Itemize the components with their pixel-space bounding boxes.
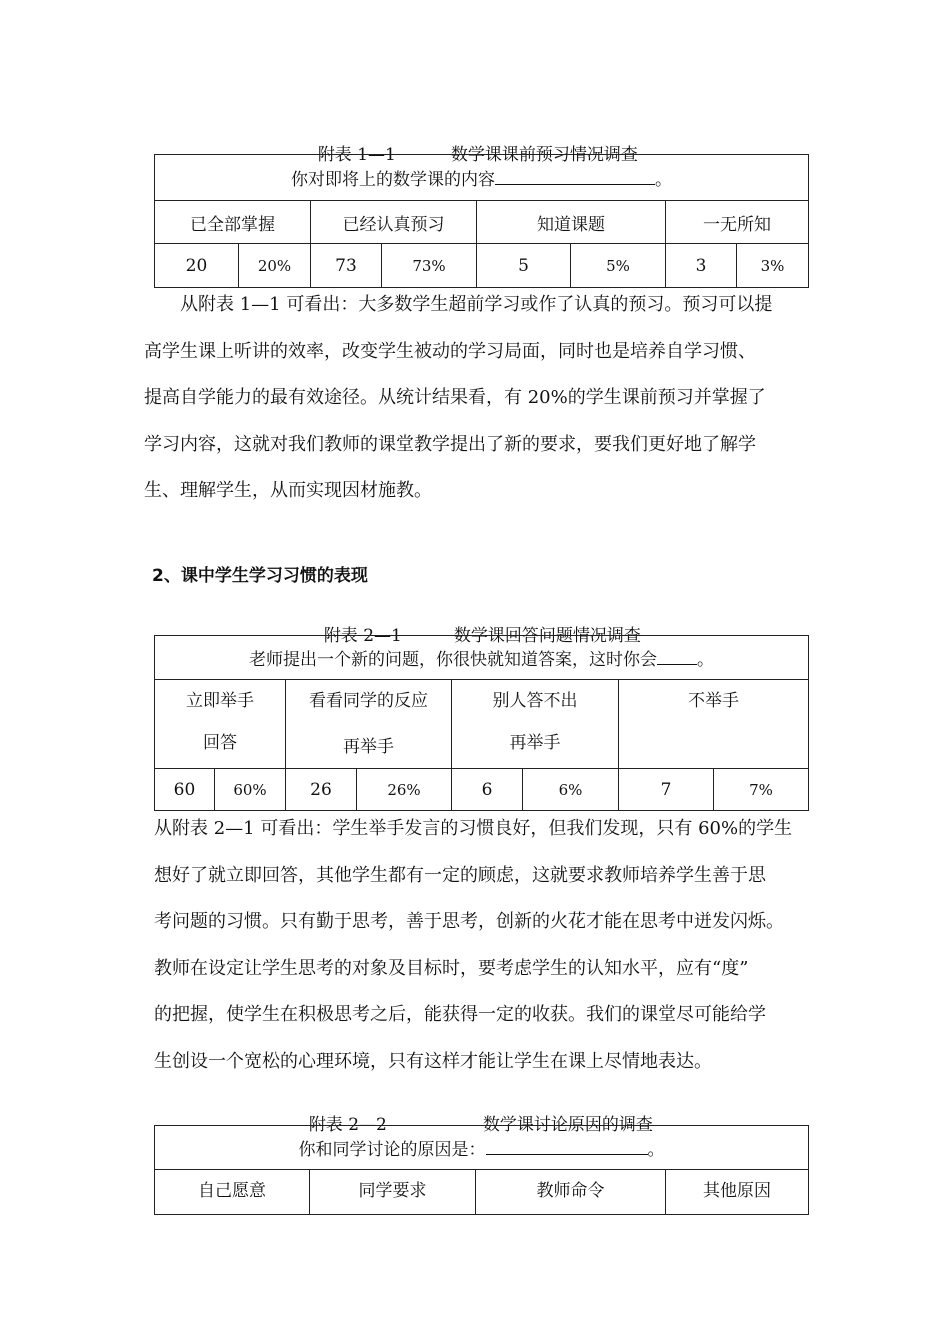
paragraph-line: 生、理解学生，从而实现因材施教。 [144, 480, 432, 501]
table3 [154, 1125, 809, 1215]
table2-count: 60 [155, 769, 215, 811]
table1-option: 已经认真预习 [311, 201, 477, 244]
table2-option-line1: 别人答不出 [492, 691, 578, 711]
table2 [154, 635, 809, 811]
paragraph-line: 提高自学能力的最有效途径。从统计结果看，有 20%的学生课前预习并掌握了 [144, 387, 766, 408]
table2-option-line2: 回答 [203, 733, 237, 753]
table1 [154, 154, 809, 288]
table1-count: 20 [155, 244, 239, 288]
table3-option: 自己愿意 [155, 1170, 310, 1215]
table1-caption-title: 数学课课前预习情况调查 [450, 145, 638, 165]
table2-option [619, 680, 809, 769]
table3-answer-blank [486, 1137, 648, 1155]
table2-option-line1: 立即举手 [186, 691, 254, 711]
table2-percent: 60% [215, 769, 286, 811]
table2-count: 7 [619, 769, 714, 811]
table3-option: 其他原因 [666, 1170, 809, 1215]
table3-option: 同学要求 [310, 1170, 476, 1215]
table2-question: 老师提出一个新的问题，你很快就知道答案，这时你会 [249, 650, 657, 670]
table2-option-line2: 再举手 [343, 737, 394, 757]
table2-option-line1: 看看同学的反应 [309, 691, 428, 711]
table1-count: 3 [666, 244, 737, 288]
paragraph-line: 考问题的习惯。只有勤于思考，善于思考，创新的火花才能在思考中迸发闪烁。 [154, 911, 784, 932]
table1-percent: 73% [382, 244, 477, 288]
table2-percent: 7% [714, 769, 809, 811]
table1-option: 知道课题 [477, 201, 666, 244]
paragraph-line: 教师在设定让学生思考的对象及目标时，要考虑学生的认知水平，应有“度” [154, 957, 749, 979]
table3-question: 你和同学讨论的原因是： [298, 1140, 486, 1160]
table2-question-cell [155, 636, 809, 680]
table2-caption-number: 附表 2—1 [323, 626, 402, 646]
table3-option: 教师命令 [476, 1170, 666, 1215]
paragraph-line: 从附表 2—1 可看出：学生举手发言的习惯良好，但我们发现，只有 60%的学生 [154, 818, 793, 839]
section-heading: 2、课中学生学习习惯的表现 [152, 566, 368, 586]
table1-option: 已全部掌握 [155, 201, 311, 244]
table1-caption-number: 附表 1—1 [317, 145, 396, 165]
paragraph-line: 高学生课上听讲的效率，改变学生被动的学习局面，同时也是培养自学习惯、 [144, 340, 756, 362]
table3-question-cell [155, 1126, 809, 1170]
paragraph-line: 的把握，使学生在积极思考之后，能获得一定的收获。我们的课堂尽可能给学 [154, 1004, 766, 1025]
table2-option-line2: 再举手 [509, 733, 561, 753]
table2-option-line1: 不举手 [688, 691, 739, 711]
table1-percent: 20% [239, 244, 311, 288]
table2-question-end: 。 [697, 650, 714, 670]
paragraph-line: 从附表 1—1 可看出：大多数学生超前学习或作了认真的预习。预习可以提 [180, 294, 773, 315]
table1-count: 5 [477, 244, 571, 288]
table3-caption-number: 附表 2—2 [308, 1115, 387, 1135]
table2-count: 26 [286, 769, 357, 811]
paragraph-line: 学习内容，这就对我们教师的课堂教学提出了新的要求，要我们更好地了解学 [144, 433, 756, 455]
table2-option [286, 680, 452, 769]
table1-percent: 3% [737, 244, 809, 288]
table1-option: 一无所知 [666, 201, 809, 244]
table2-count: 6 [452, 769, 523, 811]
table1-question-end: 。 [655, 170, 672, 190]
table1-answer-blank [495, 167, 655, 185]
paragraph-line: 想好了就立即回答，其他学生都有一定的顾虑，这就要求教师培养学生善于思 [154, 864, 766, 886]
table1-percent: 5% [571, 244, 666, 288]
table2-option [155, 680, 286, 769]
table2-percent: 6% [523, 769, 619, 811]
table2-answer-blank [657, 647, 697, 665]
table2-percent: 26% [357, 769, 452, 811]
paragraph-1 [144, 282, 772, 515]
table1-question: 你对即将上的数学课的内容 [291, 170, 495, 190]
table1-question-cell [155, 155, 809, 201]
paragraph-2 [154, 806, 792, 1085]
table2-caption-title: 数学课回答问题情况调查 [453, 626, 641, 646]
table2-option [452, 680, 619, 769]
table3-caption-title: 数学课讨论原因的调查 [482, 1115, 653, 1135]
paragraph-line: 生创设一个宽松的心理环境，只有这样才能让学生在课上尽情地表达。 [154, 1050, 712, 1072]
table1-count: 73 [311, 244, 382, 288]
table3-question-end: 。 [647, 1140, 665, 1160]
